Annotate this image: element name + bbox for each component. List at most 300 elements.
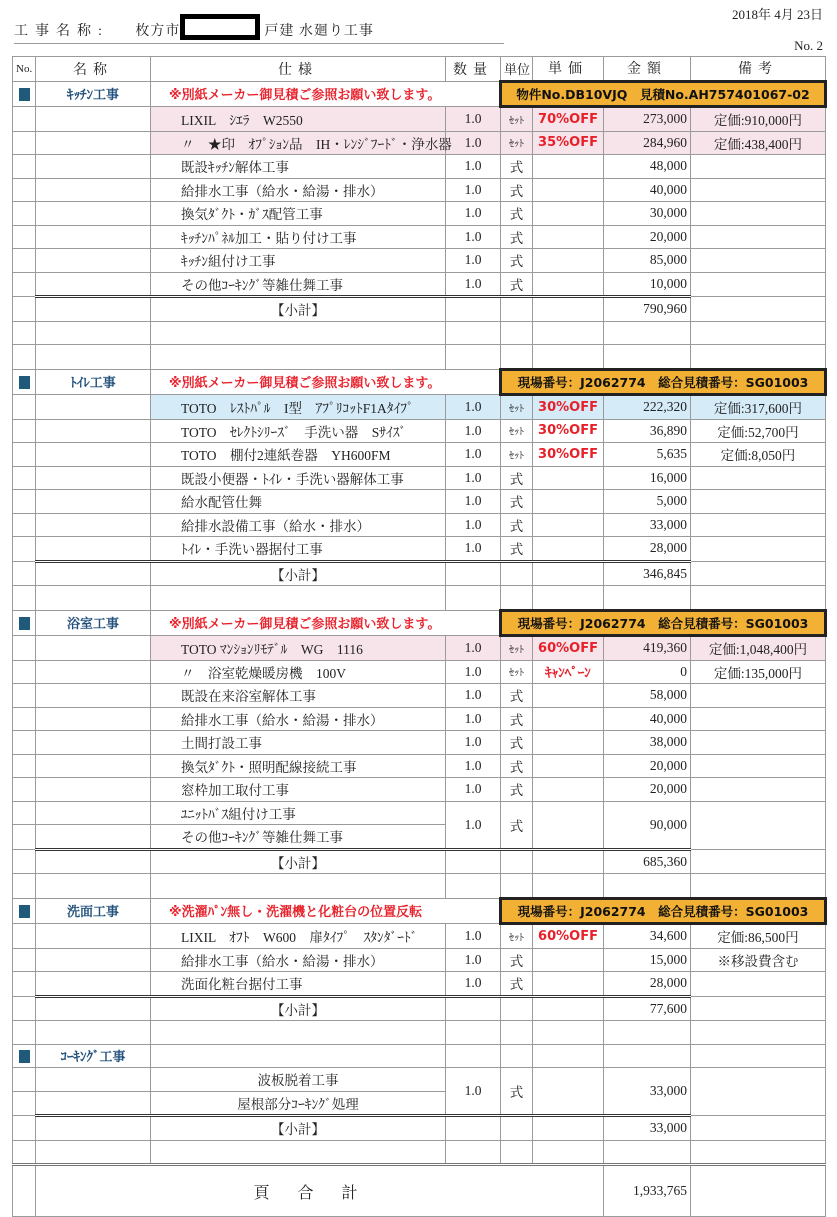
empty-cell — [36, 513, 151, 537]
item-unit: ｾｯﾄ — [501, 660, 533, 684]
empty-cell — [13, 202, 36, 226]
section-note: ※別紙メーカー御見積ご参照お願い致します。 — [151, 369, 501, 395]
item-amount: 33,000 — [604, 513, 691, 537]
item-price — [533, 202, 604, 226]
item-price — [533, 684, 604, 708]
item-remark — [691, 537, 826, 562]
empty-cell — [501, 561, 533, 586]
item-spec: 土間打設工事 — [151, 731, 446, 755]
item-unit: ｾｯﾄ — [501, 443, 533, 467]
section-header — [13, 81, 826, 107]
item-price — [533, 754, 604, 778]
empty-cell — [36, 1116, 151, 1141]
item-amount: 38,000 — [604, 731, 691, 755]
empty-cell — [446, 874, 501, 899]
section-note: ※別紙メーカー御見積ご参照お願い致します。 — [151, 81, 501, 107]
empty-cell — [691, 1044, 826, 1068]
line-item — [13, 466, 826, 490]
empty-cell — [501, 874, 533, 899]
item-amount: 36,890 — [604, 419, 691, 443]
item-unit: 式 — [501, 490, 533, 514]
empty-cell — [13, 801, 36, 825]
item-price — [533, 707, 604, 731]
item-qty: 1.0 — [446, 513, 501, 537]
section-name: 洗面工事 — [36, 898, 151, 924]
line-item — [13, 778, 826, 802]
item-price — [533, 466, 604, 490]
title-project: 戸建 水廻り工事 — [264, 24, 374, 39]
item-remark — [691, 249, 826, 273]
line-item — [13, 684, 826, 708]
empty-cell — [36, 972, 151, 997]
empty-cell — [13, 345, 36, 370]
blank-row — [13, 321, 826, 345]
empty-cell — [36, 660, 151, 684]
item-spec: 給排水工事（給水・給湯・排水） — [151, 178, 446, 202]
empty-cell — [691, 1021, 826, 1045]
item-unit: 式 — [501, 948, 533, 972]
item-spec: LIXIL ｼｴﾗ W2550 — [151, 107, 446, 132]
line-item — [13, 443, 826, 467]
item-price — [533, 948, 604, 972]
empty-cell — [13, 178, 36, 202]
empty-cell — [36, 1021, 151, 1045]
item-spec: 換気ﾀﾞｸﾄ・ｶﾞｽ配管工事 — [151, 202, 446, 226]
empty-cell — [13, 636, 36, 661]
line-item — [13, 801, 826, 825]
page-total-amount: 1,933,765 — [604, 1165, 691, 1217]
empty-cell — [36, 537, 151, 562]
item-amount: 222,320 — [604, 395, 691, 420]
empty-cell — [604, 1021, 691, 1045]
empty-cell — [36, 684, 151, 708]
item-spec: 洗面化粧台据付工事 — [151, 972, 446, 997]
item-unit: 式 — [501, 513, 533, 537]
section-marker — [13, 369, 36, 395]
item-spec: 既設小便器・ﾄｲﾚ・手洗い器解体工事 — [151, 466, 446, 490]
empty-cell — [533, 874, 604, 899]
item-remark: 定価:8,050円 — [691, 443, 826, 467]
section-note: ※別紙メーカー御見積ご参照お願い致します。 — [151, 610, 501, 636]
empty-cell — [533, 1116, 604, 1141]
item-remark — [691, 1068, 826, 1116]
item-spec: 換気ﾀﾞｸﾄ・照明配線接続工事 — [151, 754, 446, 778]
item-price — [533, 490, 604, 514]
empty-cell — [13, 948, 36, 972]
item-price — [533, 513, 604, 537]
item-price: 30%OFF — [533, 395, 604, 420]
item-remark: 定価:135,000円 — [691, 660, 826, 684]
item-price: 30%OFF — [533, 419, 604, 443]
empty-cell — [533, 321, 604, 345]
redaction-box — [180, 14, 260, 40]
section-header — [13, 610, 826, 636]
empty-cell — [13, 107, 36, 132]
empty-cell — [533, 849, 604, 874]
item-price — [533, 972, 604, 997]
empty-cell — [151, 586, 446, 611]
item-qty: 1.0 — [446, 754, 501, 778]
item-spec: 既設ｷｯﾁﾝ解体工事 — [151, 155, 446, 179]
empty-cell — [36, 443, 151, 467]
empty-cell — [446, 297, 501, 322]
section-marker — [13, 1044, 36, 1068]
item-unit: 式 — [501, 225, 533, 249]
item-remark — [691, 513, 826, 537]
item-amount: 58,000 — [604, 684, 691, 708]
empty-cell — [13, 419, 36, 443]
line-item — [13, 202, 826, 226]
item-amount: 5,000 — [604, 490, 691, 514]
subtotal-amount: 33,000 — [604, 1116, 691, 1141]
line-item — [13, 249, 826, 273]
item-spec: TOTO ﾚｽﾄﾊﾟﾙ I型 ｱﾌﾟﾘｺｯﾄF1Aﾀｲﾌﾟ — [151, 395, 446, 420]
empty-cell — [691, 586, 826, 611]
item-qty: 1.0 — [446, 131, 501, 155]
empty-cell — [604, 1140, 691, 1165]
blank-row — [13, 586, 826, 611]
item-spec: 給水配管仕舞 — [151, 490, 446, 514]
line-item — [13, 636, 826, 661]
empty-cell — [501, 1116, 533, 1141]
subtotal-amount: 790,960 — [604, 297, 691, 322]
item-unit: 式 — [501, 272, 533, 297]
item-amount: 33,000 — [604, 1068, 691, 1116]
col-unit: 単位 — [501, 57, 533, 82]
item-remark — [691, 272, 826, 297]
empty-cell — [501, 1044, 533, 1068]
empty-cell — [13, 1068, 36, 1092]
item-unit: ｾｯﾄ — [501, 419, 533, 443]
empty-cell — [13, 996, 36, 1021]
empty-cell — [691, 1165, 826, 1217]
item-unit: 式 — [501, 684, 533, 708]
empty-cell — [604, 586, 691, 611]
item-qty: 1.0 — [446, 707, 501, 731]
item-spec: 給排水工事（給水・給湯・排水） — [151, 707, 446, 731]
empty-cell — [13, 131, 36, 155]
empty-cell — [446, 561, 501, 586]
item-amount: 40,000 — [604, 178, 691, 202]
empty-cell — [36, 996, 151, 1021]
item-unit: 式 — [501, 754, 533, 778]
empty-cell — [36, 561, 151, 586]
section-badge: 現場番号：J2062774 総合見積番号：SG01003 — [501, 610, 826, 636]
item-remark — [691, 155, 826, 179]
item-qty: 1.0 — [446, 249, 501, 273]
line-item — [13, 107, 826, 132]
item-amount: 15,000 — [604, 948, 691, 972]
empty-cell — [691, 297, 826, 322]
empty-cell — [501, 1021, 533, 1045]
item-price — [533, 778, 604, 802]
empty-cell — [13, 395, 36, 420]
line-item — [13, 131, 826, 155]
empty-cell — [36, 849, 151, 874]
empty-cell — [36, 754, 151, 778]
item-unit: ｾｯﾄ — [501, 924, 533, 949]
empty-cell — [604, 874, 691, 899]
line-item — [13, 395, 826, 420]
empty-cell — [36, 202, 151, 226]
subtotal-label: 【小計】 — [151, 297, 446, 322]
empty-cell — [36, 1068, 151, 1092]
subtotal-row — [13, 297, 826, 322]
empty-cell — [13, 924, 36, 949]
empty-cell — [533, 586, 604, 611]
empty-cell — [13, 297, 36, 322]
empty-cell — [13, 825, 36, 850]
line-item — [13, 513, 826, 537]
empty-cell — [533, 561, 604, 586]
item-remark: 定価:910,000円 — [691, 107, 826, 132]
item-spec: TOTO ﾏﾝｼｮﾝﾘﾓﾃﾞﾙ WG 1116 — [151, 636, 446, 661]
item-remark — [691, 466, 826, 490]
section-marker — [13, 81, 36, 107]
subtotal-row — [13, 1116, 826, 1141]
item-qty: 1.0 — [446, 419, 501, 443]
item-unit: 式 — [501, 707, 533, 731]
empty-cell — [36, 178, 151, 202]
empty-cell — [151, 874, 446, 899]
empty-cell — [13, 972, 36, 997]
empty-cell — [36, 249, 151, 273]
section-name: 浴室工事 — [36, 610, 151, 636]
empty-cell — [533, 1021, 604, 1045]
line-item — [13, 419, 826, 443]
section-name: ﾄｲﾚ工事 — [36, 369, 151, 395]
empty-cell — [13, 1091, 36, 1116]
col-spec: 仕様 — [151, 57, 446, 82]
item-qty: 1.0 — [446, 660, 501, 684]
empty-cell — [691, 849, 826, 874]
item-spec: TOTO ｾﾚｸﾄｼﾘｰｽﾞ 手洗い器 Sｻｲｽﾞ — [151, 419, 446, 443]
item-unit: 式 — [501, 972, 533, 997]
subtotal-amount: 685,360 — [604, 849, 691, 874]
item-spec: 給排水設備工事（給水・排水） — [151, 513, 446, 537]
item-qty: 1.0 — [446, 924, 501, 949]
empty-cell — [13, 249, 36, 273]
item-qty: 1.0 — [446, 107, 501, 132]
empty-cell — [604, 1044, 691, 1068]
empty-cell — [36, 825, 151, 850]
item-unit: ｾｯﾄ — [501, 636, 533, 661]
empty-cell — [13, 466, 36, 490]
line-item — [13, 155, 826, 179]
item-unit: 式 — [501, 155, 533, 179]
empty-cell — [13, 1021, 36, 1045]
line-item — [13, 707, 826, 731]
item-spec: ﾕﾆｯﾄﾊﾞｽ組付け工事 — [151, 801, 446, 825]
item-amount: 16,000 — [604, 466, 691, 490]
item-amount: 40,000 — [604, 707, 691, 731]
empty-cell — [13, 513, 36, 537]
item-price — [533, 801, 604, 849]
item-amount: 34,600 — [604, 924, 691, 949]
item-unit: 式 — [501, 778, 533, 802]
item-unit: 式 — [501, 1068, 533, 1116]
item-remark — [691, 684, 826, 708]
line-item — [13, 972, 826, 997]
item-unit: 式 — [501, 731, 533, 755]
subtotal-amount: 77,600 — [604, 996, 691, 1021]
line-item — [13, 178, 826, 202]
empty-cell — [36, 395, 151, 420]
empty-cell — [446, 1140, 501, 1165]
item-amount: 0 — [604, 660, 691, 684]
page-total-label: 頁合計 — [36, 1165, 604, 1217]
empty-cell — [36, 297, 151, 322]
item-remark — [691, 202, 826, 226]
empty-cell — [446, 996, 501, 1021]
item-spec: 既設在来浴室解体工事 — [151, 684, 446, 708]
empty-cell — [36, 225, 151, 249]
item-amount: 20,000 — [604, 754, 691, 778]
item-qty: 1.0 — [446, 972, 501, 997]
empty-cell — [691, 996, 826, 1021]
empty-cell — [36, 1140, 151, 1165]
item-remark — [691, 178, 826, 202]
item-unit: 式 — [501, 466, 533, 490]
section-marker — [13, 610, 36, 636]
item-spec: その他ｺｰｷﾝｸﾞ等雑仕舞工事 — [151, 272, 446, 297]
title-label: 工事名称: — [14, 24, 109, 39]
empty-cell — [691, 345, 826, 370]
subtotal-label: 【小計】 — [151, 561, 446, 586]
empty-cell — [151, 1044, 446, 1068]
col-name: 名称 — [36, 57, 151, 82]
item-spec: その他ｺｰｷﾝｸﾞ等雑仕舞工事 — [151, 825, 446, 850]
line-item — [13, 490, 826, 514]
item-remark — [691, 754, 826, 778]
item-price: ｷｬﾝﾍﾟｰﾝ — [533, 660, 604, 684]
empty-cell — [533, 1140, 604, 1165]
subtotal-label: 【小計】 — [151, 849, 446, 874]
item-price — [533, 249, 604, 273]
item-qty: 1.0 — [446, 948, 501, 972]
empty-cell — [13, 754, 36, 778]
line-item — [13, 1068, 826, 1092]
item-qty: 1.0 — [446, 684, 501, 708]
item-amount: 90,000 — [604, 801, 691, 849]
section-badge: 物件No.DB10VJQ 見積No.AH757401067-02 — [501, 81, 826, 107]
empty-cell — [501, 996, 533, 1021]
item-price — [533, 178, 604, 202]
empty-cell — [36, 801, 151, 825]
empty-cell — [36, 707, 151, 731]
item-qty: 1.0 — [446, 636, 501, 661]
item-price — [533, 731, 604, 755]
section-name: ｺｰｷﾝｸﾞ工事 — [36, 1044, 151, 1068]
item-price — [533, 537, 604, 562]
empty-cell — [13, 778, 36, 802]
blank-row — [13, 874, 826, 899]
empty-cell — [13, 561, 36, 586]
page-total-row — [13, 1165, 826, 1217]
empty-cell — [36, 466, 151, 490]
empty-cell — [604, 345, 691, 370]
item-unit: ｾｯﾄ — [501, 107, 533, 132]
item-spec: 窓枠加工取付工事 — [151, 778, 446, 802]
empty-cell — [13, 321, 36, 345]
item-remark — [691, 707, 826, 731]
item-price — [533, 272, 604, 297]
section-header — [13, 369, 826, 395]
col-no: No. — [13, 57, 36, 82]
empty-cell — [36, 924, 151, 949]
square-bullet-icon — [19, 88, 30, 101]
item-qty: 1.0 — [446, 466, 501, 490]
title-city: 枚方市 — [135, 24, 181, 39]
line-item — [13, 272, 826, 297]
item-spec: LIXIL ｵﾌﾄ W600 扉ﾀｲﾌﾟ ｽﾀﾝﾀﾞｰﾄﾞ — [151, 924, 446, 949]
item-unit: 式 — [501, 202, 533, 226]
item-amount: 10,000 — [604, 272, 691, 297]
item-qty: 1.0 — [446, 443, 501, 467]
item-amount: 28,000 — [604, 537, 691, 562]
item-qty: 1.0 — [446, 778, 501, 802]
item-qty: 1.0 — [446, 272, 501, 297]
empty-cell — [13, 155, 36, 179]
item-price: 60%OFF — [533, 924, 604, 949]
item-qty: 1.0 — [446, 155, 501, 179]
item-qty: 1.0 — [446, 395, 501, 420]
item-amount: 419,360 — [604, 636, 691, 661]
empty-cell — [533, 1044, 604, 1068]
empty-cell — [446, 345, 501, 370]
item-qty: 1.0 — [446, 1068, 501, 1116]
item-unit: ｾｯﾄ — [501, 131, 533, 155]
empty-cell — [691, 321, 826, 345]
empty-cell — [13, 874, 36, 899]
section-badge: 現場番号：J2062774 総合見積番号：SG01003 — [501, 369, 826, 395]
section-name: ｷｯﾁﾝ工事 — [36, 81, 151, 107]
empty-cell — [13, 849, 36, 874]
project-title — [14, 20, 504, 44]
empty-cell — [446, 586, 501, 611]
item-remark — [691, 778, 826, 802]
item-remark — [691, 731, 826, 755]
item-spec: 給排水工事（給水・給湯・排水） — [151, 948, 446, 972]
item-amount: 20,000 — [604, 225, 691, 249]
subtotal-row — [13, 996, 826, 1021]
empty-cell — [36, 131, 151, 155]
empty-cell — [446, 1021, 501, 1045]
item-remark: 定価:86,500円 — [691, 924, 826, 949]
empty-cell — [501, 1140, 533, 1165]
empty-cell — [13, 1165, 36, 1217]
empty-cell — [36, 155, 151, 179]
empty-cell — [604, 321, 691, 345]
item-amount: 85,000 — [604, 249, 691, 273]
empty-cell — [36, 321, 151, 345]
empty-cell — [36, 731, 151, 755]
empty-cell — [151, 1140, 446, 1165]
item-price — [533, 1068, 604, 1116]
square-bullet-icon — [19, 617, 30, 630]
item-qty: 1.0 — [446, 490, 501, 514]
empty-cell — [446, 1116, 501, 1141]
section-header — [13, 898, 826, 924]
empty-cell — [501, 321, 533, 345]
empty-cell — [13, 1140, 36, 1165]
empty-cell — [151, 321, 446, 345]
line-item — [13, 948, 826, 972]
item-unit: 式 — [501, 249, 533, 273]
item-price: 35%OFF — [533, 131, 604, 155]
subtotal-label: 【小計】 — [151, 1116, 446, 1141]
empty-cell — [13, 490, 36, 514]
